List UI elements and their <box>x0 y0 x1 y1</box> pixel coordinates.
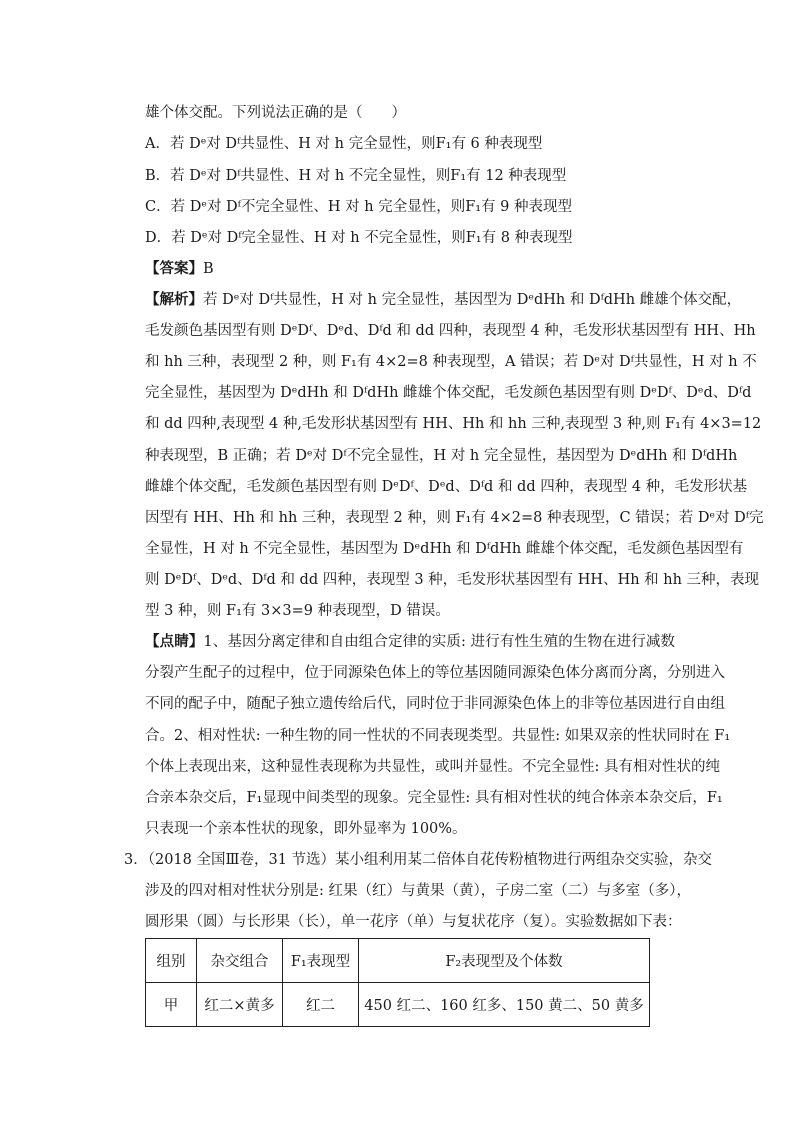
option-b: B．若 Dᵉ对 Dᶠ共显性、H 对 h 不完全显性，则F₁有 12 种表现型 <box>145 168 567 184</box>
table-header-row <box>146 939 650 983</box>
table-cell: 红二 <box>283 983 359 1027</box>
comment-line-4: 合。2、相对性状: 一种生物的同一性状的不同表现类型。共显性: 如果双亲的性状同时在 F₁ <box>145 728 731 744</box>
table-header-cell: 杂交组合 <box>197 939 283 983</box>
question3-line-2: 涉及的四对相对性状分别是: 红果（红）与黄果（黄），子房二室（二）与多室（多）， <box>145 883 691 899</box>
experiment-table <box>145 938 650 1027</box>
table-header-cell: 组别 <box>146 939 197 983</box>
analysis-line-3: 和 hh 三种，表现型 2 种，则 F₁有 4×2=8 种表现型，A 错误；若 Dᵉ对 Dᶠ共显性，H 对 h 不 <box>145 354 757 370</box>
analysis-line-4: 完全显性，基因型为 DᵉdHh 和 DᶠdHh 雌雄个体交配，毛发颜色基因型有则 DᵉDᶠ、Dᵉd、Dᶠd <box>145 385 752 401</box>
analysis-line-2: 毛发颜色基因型有则 DᵉDᶠ、Dᵉd、Dᶠd 和 dd 四种，表现型 4 种，毛发形状基因型有 HH、Hh <box>145 323 756 339</box>
analysis-line-5: 和 dd 四种,表现型 4 种,毛发形状基因型有 HH、Hh 和 hh 三种,表现型 3 种,则 F₁有 4×3=12 <box>145 416 762 432</box>
table-header-cell: F₁表现型 <box>283 939 359 983</box>
analysis-line-7: 雌雄个体交配，毛发颜色基因型有则 DᵉDᶠ、Dᵉd、Dᶠd 和 dd 四种，表现型 4 种，毛发形状基 <box>145 479 748 495</box>
question-intro: 雄个体交配。下列说法正确的是（ ） <box>145 105 406 121</box>
table-row <box>146 983 650 1027</box>
table-cell: 红二×黄多 <box>197 983 283 1027</box>
analysis-tag: 【解析】 <box>145 291 203 308</box>
table-cell: 450 红二、160 红多、150 黄二、50 黄多 <box>359 983 650 1027</box>
analysis-line-10: 则 DᵉDᶠ、Dᵉd、Dᶠd 和 dd 四种，表现型 3 种，毛发形状基因型有 HH、Hh 和 hh 三种，表现 <box>145 572 760 588</box>
analysis-line-8: 因型有 HH、Hh 和 hh 三种，表现型 2 种，则 F₁有 4×2=8 种表现型，C 错误；若 Dᵉ对 Dᶠ完 <box>145 510 764 526</box>
question3-line-3: 圆形果（圆）与长形果（长），单一花序（单）与复状花序（复）。实验数据如下表： <box>145 914 682 930</box>
answer-line <box>145 259 214 279</box>
table-header-cell: F₂表现型及个体数 <box>359 939 650 983</box>
table-cell: 甲 <box>146 983 197 1027</box>
analysis-line-9: 全显性，H 对 h 不完全显性，基因型为 DᵉdHh 和 DᶠdHh 雌雄个体交配，毛发颜色基因型有 <box>145 541 744 557</box>
comment-line-6: 合亲本杂交后，F₁显现中间类型的现象。完全显性: 具有相对性状的纯合体亲本杂交后，F₁ <box>145 790 723 806</box>
comment-line-2: 分裂产生配子的过程中，位于同源染色体上的等位基因随同源染色体分离而分离，分别进入 <box>145 665 725 681</box>
comment-line-5: 个体上表现出来，这种显性表现称为共显性，或叫并显性。不完全显性: 具有相对性状的纯 <box>145 759 720 775</box>
comment-line-7: 只表现一个亲本性状的现象，即外显率为 100%。 <box>145 821 467 837</box>
comment-tag: 【点睛】 <box>145 633 204 650</box>
comment-line-1: 【点睛】1、基因分离定律和自由组合定律的实质: 进行有性生殖的生物在进行减数 <box>145 633 675 650</box>
option-c: C．若 Dᵉ对 Dᶠ不完全显性、H 对 h 完全显性，则F₁有 9 种表现型 <box>145 199 573 215</box>
answer-tag: 【答案】 <box>145 260 203 277</box>
analysis-line-6: 种表现型，B 正确；若 Dᵉ对 Dᶠ不完全显性，H 对 h 完全显性，基因型为 DᵉdHh 和 DᶠdHh <box>145 448 738 464</box>
answer-value: B <box>203 261 214 277</box>
analysis-line-1: 【解析】若 Dᵉ对 Dᶠ共显性，H 对 h 完全显性，基因型为 DᵉdHh 和 DᶠdHh 雌雄个体交配， <box>145 291 742 308</box>
comment-line-3: 不同的配子中，随配子独立遗传给后代，同时位于非同源染色体上的非等位基因进行自由组 <box>145 696 725 712</box>
option-a: A．若 Dᵉ对 Dᶠ共显性、H 对 h 完全显性，则F₁有 6 种表现型 <box>145 136 543 152</box>
option-d: D．若 Dᵉ对 Dᶠ完全显性、H 对 h 不完全显性，则F₁有 8 种表现型 <box>145 230 573 246</box>
question3-line-1: 3．（2018 全国Ⅲ卷，31 节选）某小组利用某二倍体自花传粉植物进行两组杂交实验，杂交 <box>124 852 713 868</box>
analysis-line-11: 型 3 种，则 F₁有 3×3=9 种表现型，D 错误。 <box>145 603 450 619</box>
